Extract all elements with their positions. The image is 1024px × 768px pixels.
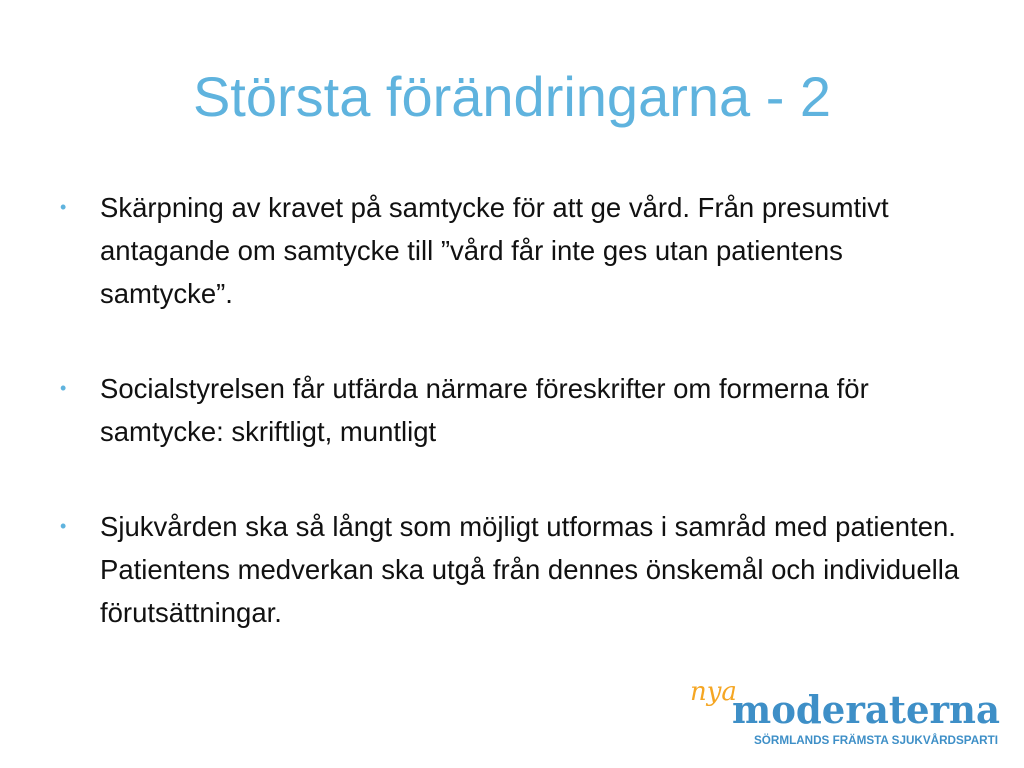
logo-script-word: nya [690,677,737,707]
bullet-item [60,505,960,634]
bullet-text: Sjukvården ska så långt som möjligt utformas i samråd med patienten. Patientens medverkan ska utgå från dennes önskemål och individuella förutsättningar. [100,511,960,628]
logo-tagline: SÖRMLANDS FRÄMSTA SJUKVÅRDSPARTI [754,735,995,747]
bullet-text: Skärpning av kravet på samtycke för att ge vård. Från presumtivt antagande om samtycke till ”vård får inte ges utan patientens samtycke”. [100,192,889,309]
bullet-icon: • [60,516,67,536]
bullet-icon: • [60,378,67,398]
bullet-icon: • [60,197,67,217]
logo-wordmark: moderaterna [732,687,1000,732]
bullet-list [60,186,960,686]
slide-title: Största förändringarna - 2 [192,65,832,128]
bullet-item [60,186,960,315]
bullet-item [60,367,960,453]
bullet-text: Socialstyrelsen får utfärda närmare föreskrifter om formerna för samtycke: skriftligt, muntligt [100,373,869,447]
moderaterna-logo [688,676,1004,750]
